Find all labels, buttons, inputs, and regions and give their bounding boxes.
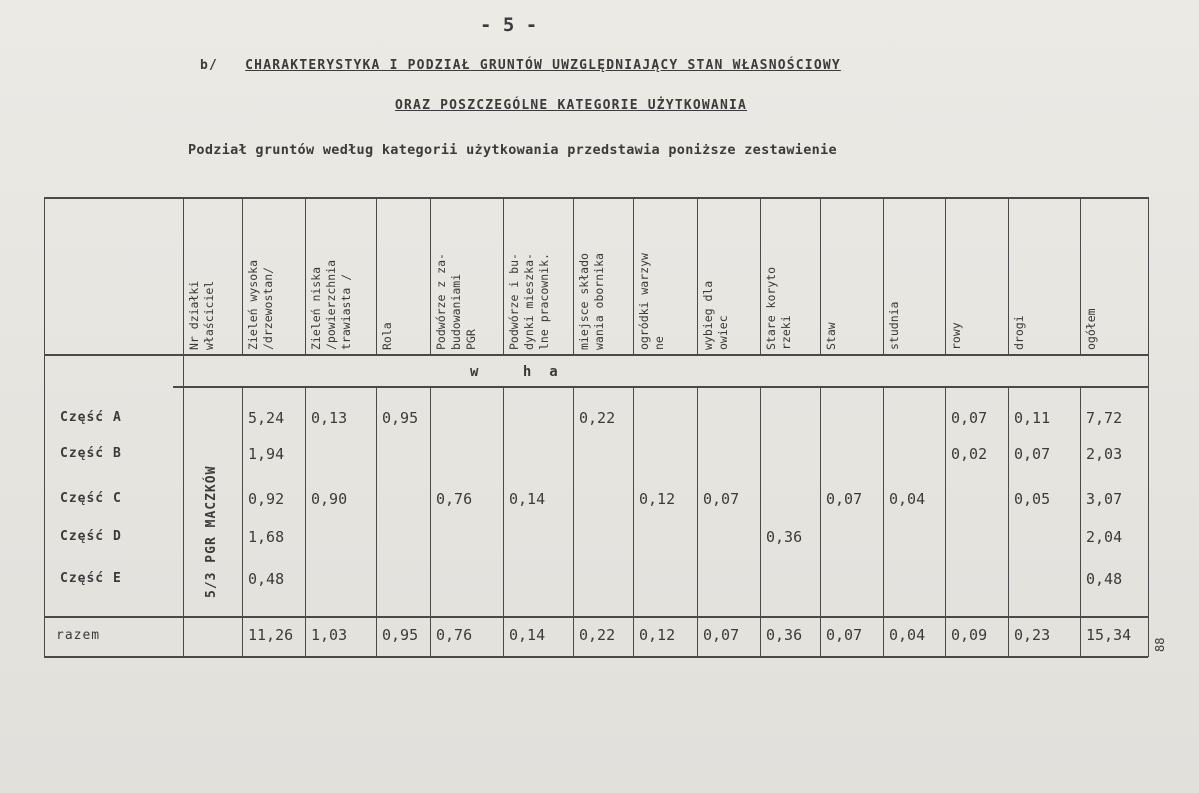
- section-title-line2: ORAZ POSZCZEGÓLNE KATEGORIE UŻYTKOWANIA: [395, 98, 748, 113]
- owner-label: 5/3 PGR MACZKÓW: [204, 465, 219, 598]
- column-divider: [305, 197, 306, 354]
- column-divider: [503, 197, 504, 354]
- section-prefix: b/: [200, 58, 219, 73]
- total-cell: 11,26: [248, 626, 294, 644]
- column-header-line: owiec: [716, 315, 730, 350]
- table-cell: 3,07: [1086, 490, 1123, 508]
- column-header: [637, 200, 667, 350]
- section-title-text: CHARAKTERYSTYKA I PODZIAŁ GRUNTÓW UWZGLĘDNIAJĄCY STAN WŁASNOŚCIOWY: [245, 58, 841, 73]
- column-header-line: właściciel: [202, 280, 216, 350]
- column-divider: [1008, 386, 1009, 657]
- total-cell: 0,07: [703, 626, 740, 644]
- table-cell: 0,05: [1014, 490, 1051, 508]
- column-header-line: rowy: [949, 322, 963, 350]
- column-divider: [573, 386, 574, 657]
- column-divider: [760, 197, 761, 354]
- table-cell: 7,72: [1086, 409, 1123, 427]
- total-cell: 15,34: [1086, 626, 1132, 644]
- table-cell: 0,04: [889, 490, 926, 508]
- table-cell: 0,22: [579, 409, 616, 427]
- column-divider: [242, 386, 243, 657]
- column-header-line: dynki mieszka-: [522, 253, 536, 350]
- row-label: Część A: [60, 410, 122, 425]
- column-header-line: Podwórze z za-: [434, 253, 448, 350]
- column-header-line: ogółem: [1084, 308, 1098, 350]
- total-cell: 0,12: [639, 626, 676, 644]
- table-cell: 0,90: [311, 490, 348, 508]
- column-divider: [430, 386, 431, 657]
- section-title-line1: [200, 58, 841, 73]
- column-header: [380, 200, 395, 350]
- column-header-line: budowaniami: [449, 273, 463, 350]
- column-header-line: Podwórze i bu-: [507, 253, 521, 350]
- table-cell: 0,95: [382, 409, 419, 427]
- column-divider: [633, 386, 634, 657]
- column-header: [1012, 200, 1027, 350]
- column-header: [577, 200, 607, 350]
- column-header: [1084, 200, 1099, 350]
- column-divider: [883, 386, 884, 657]
- column-divider: [945, 197, 946, 354]
- column-divider: [503, 386, 504, 657]
- column-header-line: lne pracownik.: [537, 253, 551, 350]
- column-header-line: Zieleń wysoka: [246, 259, 260, 350]
- column-header-line: miejsce składo: [577, 253, 591, 350]
- column-divider: [430, 197, 431, 354]
- column-divider: [820, 386, 821, 657]
- column-header-line: Rola: [380, 322, 394, 350]
- total-cell: 1,03: [311, 626, 348, 644]
- table-cell: 2,04: [1086, 528, 1123, 546]
- column-divider: [1080, 386, 1081, 657]
- row-label: Część D: [60, 529, 122, 544]
- table-cell: 0,02: [951, 445, 988, 463]
- page-number: - 5 -: [480, 14, 538, 36]
- column-header-line: rzeki: [779, 315, 793, 350]
- table-cell: 0,07: [703, 490, 740, 508]
- table-cell: 0,92: [248, 490, 285, 508]
- total-cell: 0,95: [382, 626, 419, 644]
- column-header: [309, 200, 354, 350]
- column-header-line: ne: [652, 336, 666, 350]
- column-divider: [697, 386, 698, 657]
- row-label: Część C: [60, 491, 122, 506]
- column-divider: [242, 197, 243, 354]
- table-cell: 0,76: [436, 490, 473, 508]
- table-cell: 1,68: [248, 528, 285, 546]
- column-header: [949, 200, 964, 350]
- total-cell: 0,09: [951, 626, 988, 644]
- column-header: [187, 200, 217, 350]
- total-cell: 0,76: [436, 626, 473, 644]
- header-bottom-rule: [44, 354, 1148, 356]
- unit-label: w ha: [470, 364, 576, 380]
- total-cell: 0,14: [509, 626, 546, 644]
- column-header-line: wybieg dla: [701, 280, 715, 350]
- column-divider: [1080, 197, 1081, 354]
- table-cell: 0,07: [951, 409, 988, 427]
- table-cell: 5,24: [248, 409, 285, 427]
- table-cell: 0,48: [248, 570, 285, 588]
- total-cell: 0,22: [579, 626, 616, 644]
- row-label: Część E: [60, 571, 122, 586]
- table-top-border: [44, 197, 1148, 199]
- column-divider: [820, 197, 821, 354]
- total-cell: 0,23: [1014, 626, 1051, 644]
- column-header-line: /powierzchnia: [324, 259, 338, 350]
- column-divider: [1008, 197, 1009, 354]
- column-divider: [183, 197, 184, 657]
- column-header-line: /drzewostan/: [261, 266, 275, 350]
- table-cell: 1,94: [248, 445, 285, 463]
- table-cell: 0,12: [639, 490, 676, 508]
- table-left-border: [44, 197, 45, 657]
- table-bottom-border: [44, 656, 1148, 658]
- table-cell: 0,14: [509, 490, 546, 508]
- total-cell: 0,36: [766, 626, 803, 644]
- column-divider: [573, 197, 574, 354]
- column-header: [824, 200, 839, 350]
- table-cell: 0,36: [766, 528, 803, 546]
- row-label: Część B: [60, 446, 122, 461]
- column-header-line: studnia: [887, 301, 901, 350]
- column-header-line: drogi: [1012, 315, 1026, 350]
- column-divider: [376, 386, 377, 657]
- column-divider: [376, 197, 377, 354]
- total-row-label: razem: [56, 628, 101, 643]
- column-header: [887, 200, 902, 350]
- margin-number: 88: [1153, 637, 1167, 652]
- total-cell: 0,04: [889, 626, 926, 644]
- column-divider: [305, 386, 306, 657]
- column-header-line: Stare koryto: [764, 266, 778, 350]
- column-header-line: Zieleń niska: [309, 266, 323, 350]
- column-divider: [633, 197, 634, 354]
- unit-row-rule: [173, 386, 1148, 388]
- table-cell: 0,48: [1086, 570, 1123, 588]
- table-right-border: [1148, 197, 1149, 657]
- column-header: [246, 200, 276, 350]
- column-header: [764, 200, 794, 350]
- intro-text: Podział gruntów według kategorii użytkowania przedstawia poniższe zestawienie: [188, 142, 837, 158]
- column-header-line: trawiasta /: [339, 273, 353, 350]
- table-cell: 0,07: [1014, 445, 1051, 463]
- column-header-line: wania obornika: [592, 253, 606, 350]
- column-header: [701, 200, 731, 350]
- column-divider: [945, 386, 946, 657]
- column-header-line: Staw: [824, 322, 838, 350]
- table-cell: 2,03: [1086, 445, 1123, 463]
- table-cell: 0,07: [826, 490, 863, 508]
- column-header-line: ogródki warzyw: [637, 253, 651, 350]
- total-cell: 0,07: [826, 626, 863, 644]
- table-cell: 0,13: [311, 409, 348, 427]
- table-cell: 0,11: [1014, 409, 1051, 427]
- column-header-line: PGR: [464, 329, 478, 350]
- column-divider: [697, 197, 698, 354]
- column-header: [434, 200, 479, 350]
- column-divider: [883, 197, 884, 354]
- total-row-top-rule: [44, 616, 1148, 618]
- column-header: [507, 200, 552, 350]
- column-header-line: Nr działki: [187, 280, 201, 350]
- column-divider: [760, 386, 761, 657]
